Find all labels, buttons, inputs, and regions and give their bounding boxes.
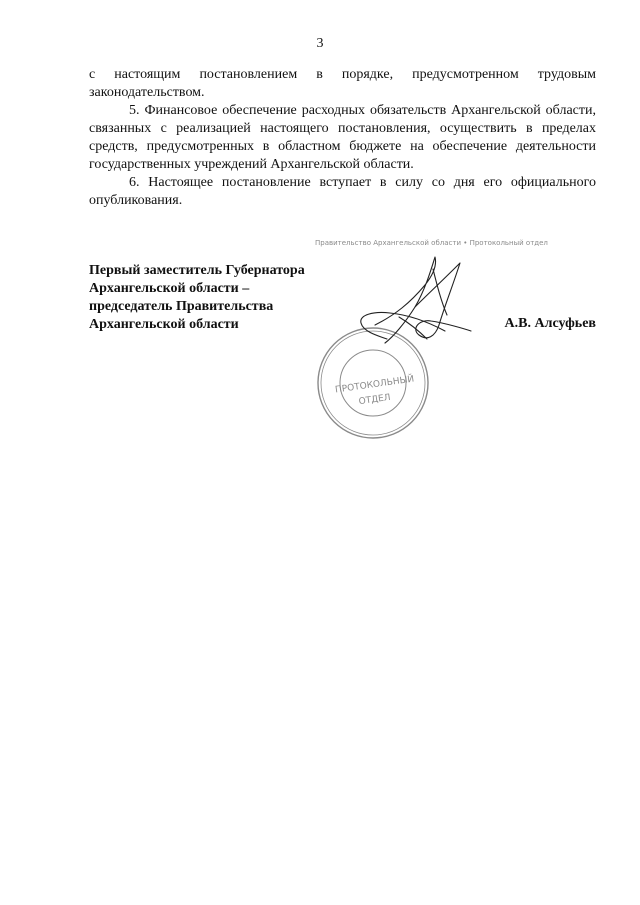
paragraph-5: 5. Финансовое обеспечение расходных обязательств Архангельской области, связанных с реализацией настоящего постановления, осуществить в пределах средств, предусмотренных в областном бюджете на обеспечение деятельности государственных учреждений Архангельской области. [89, 103, 596, 172]
stamp-center-line: ПРОТОКОЛЬНЫЙ [334, 374, 415, 396]
stamp-and-signature [315, 239, 548, 445]
paragraph-6: 6. Настоящее постановление вступает в силу со дня его официального опубликования. [89, 175, 596, 208]
signatory-title-line: Архангельской области [89, 317, 239, 332]
document-body [89, 66, 596, 210]
signatory-name: А.В. Алсуфьев [504, 316, 596, 331]
paragraph-continuation: с настоящим постановлением в порядке, предусмотренном трудовым законодательством. [89, 67, 596, 100]
signatory-title-line: председатель Правительства [89, 299, 274, 314]
stamp-ring-text: Правительство Архангельской области • Протокольный отдел [315, 239, 548, 247]
signatory-title [89, 262, 349, 334]
signatory-title-line: Архангельской области – [89, 281, 250, 296]
handwritten-signature [361, 257, 471, 343]
stamp-center-line: ОТДЕЛ [358, 392, 392, 408]
page-number: 3 [316, 36, 324, 51]
signatory-title-line: Первый заместитель Губернатора [89, 263, 305, 278]
